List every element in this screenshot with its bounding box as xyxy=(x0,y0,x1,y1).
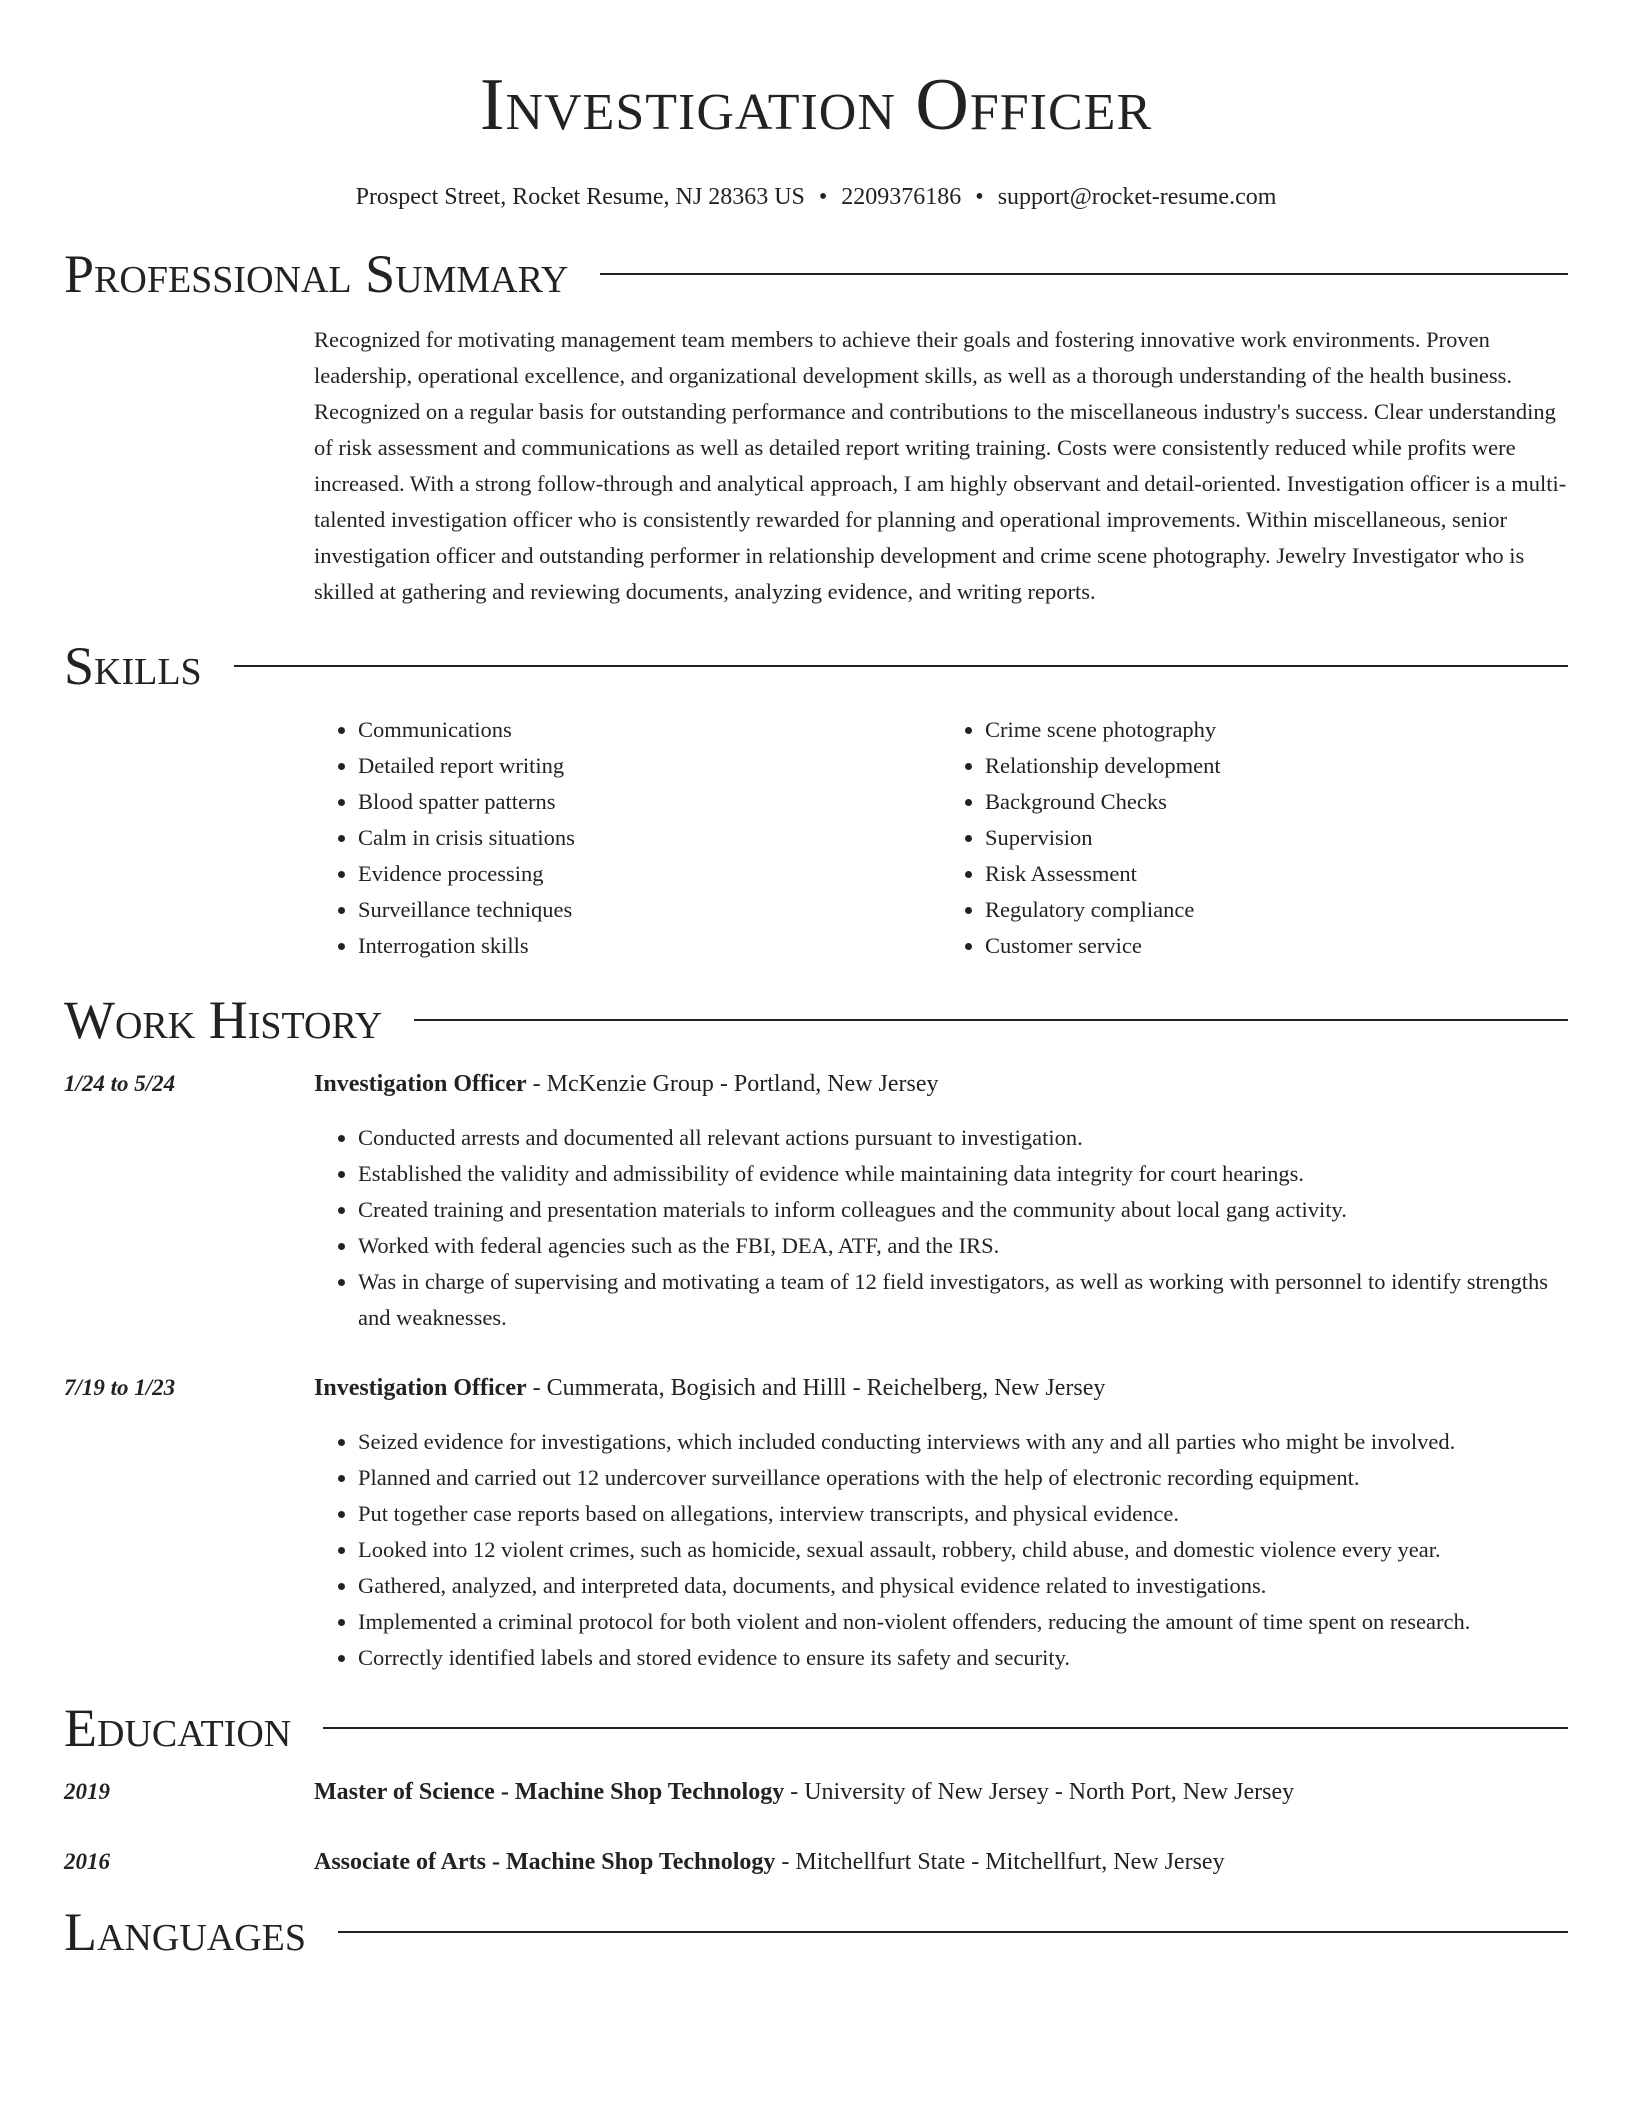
summary-section xyxy=(314,322,1568,610)
job-bullet: • Gathered, analyzed, and interpreted data, documents, and physical evidence related to investigations. xyxy=(358,1568,1568,1604)
section-title-work: Work History xyxy=(64,990,383,1050)
section-title-summary: Professional Summary xyxy=(64,244,569,304)
job-bullet: • Planned and carried out 12 undercover surveillance operations with the help of electronic recording equipment. xyxy=(358,1460,1568,1496)
section-divider xyxy=(600,273,1568,275)
job-position: Investigation Officer xyxy=(314,1071,527,1097)
skill-item: • Communications xyxy=(358,712,941,748)
languages-section-header xyxy=(64,1900,1568,1964)
contact-phone: 2209376186 xyxy=(841,184,962,210)
skills-column-right xyxy=(941,712,1568,964)
job-bullet: • Conducted arrests and documented all relevant actions pursuant to investigation. xyxy=(358,1120,1568,1156)
education-body xyxy=(314,1774,1568,1810)
education-section-header xyxy=(64,1696,1568,1760)
section-title-skills: Skills xyxy=(64,636,202,696)
skill-item: • Customer service xyxy=(985,928,1568,964)
skills-section-header xyxy=(64,634,1568,698)
skill-item: • Crime scene photography xyxy=(985,712,1568,748)
job-bullet: • Correctly identified labels and stored evidence to ensure its safety and security. xyxy=(358,1640,1568,1676)
job-title-line xyxy=(314,1066,1568,1102)
contact-address: Prospect Street, Rocket Resume, NJ 28363 US xyxy=(355,184,805,210)
job-dates: 1/24 to 5/24 xyxy=(64,1071,176,1096)
education-body xyxy=(314,1844,1568,1880)
job-dates: 7/19 to 1/23 xyxy=(64,1375,176,1400)
skill-item: • Calm in crisis situations xyxy=(358,820,941,856)
section-divider xyxy=(234,665,1568,667)
job-bullet: • Put together case reports based on allegations, interview transcripts, and physical evidence. xyxy=(358,1496,1568,1532)
contact-line xyxy=(64,182,1568,212)
skill-item: • Detailed report writing xyxy=(358,748,941,784)
job-bullet: • Looked into 12 violent crimes, such as homicide, sexual assault, robbery, child abuse, and domestic violence every year. xyxy=(358,1532,1568,1568)
job-bullet: • Implemented a criminal protocol for both violent and non-violent offenders, reducing the amount of time spent on research. xyxy=(358,1604,1568,1640)
job-bullet: • Seized evidence for investigations, which included conducting interviews with any and all parties who might be involved. xyxy=(358,1424,1568,1460)
education-degree: Master of Science - Machine Shop Technology xyxy=(314,1779,785,1805)
job-bullets xyxy=(314,1120,1568,1336)
section-divider xyxy=(323,1727,1568,1729)
job-title-line xyxy=(314,1370,1568,1406)
education-school: - Mitchellfurt State - Mitchellfurt, New Jersey xyxy=(775,1849,1225,1875)
contact-separator: • xyxy=(818,184,828,210)
skills-list xyxy=(314,712,1568,964)
skill-item: • Evidence processing xyxy=(358,856,941,892)
skill-item: • Surveillance techniques xyxy=(358,892,941,928)
section-divider xyxy=(414,1019,1568,1021)
job-bullet: • Created training and presentation materials to inform colleagues and the community about local gang activity. xyxy=(358,1192,1568,1228)
education-year: 2016 xyxy=(64,1849,110,1874)
skill-item: • Relationship development xyxy=(985,748,1568,784)
job-entry xyxy=(64,1066,1568,1336)
skill-item: • Risk Assessment xyxy=(985,856,1568,892)
job-body xyxy=(314,1066,1568,1336)
job-entry xyxy=(64,1370,1568,1676)
job-employer: - Cummerata, Bogisich and Hilll - Reichelberg, New Jersey xyxy=(526,1375,1106,1401)
contact-email: support@rocket-resume.com xyxy=(997,184,1277,210)
education-degree: Associate of Arts - Machine Shop Technology xyxy=(314,1849,776,1875)
summary-section-header xyxy=(64,242,1568,306)
job-employer: - McKenzie Group - Portland, New Jersey xyxy=(526,1071,939,1097)
skills-column-left xyxy=(314,712,941,964)
work-section-header xyxy=(64,988,1568,1052)
skill-item: • Blood spatter patterns xyxy=(358,784,941,820)
job-bullet: • Was in charge of supervising and motivating a team of 12 field investigators, as well as working with personnel to identify strengths and weaknesses. xyxy=(358,1264,1568,1336)
skill-item: • Interrogation skills xyxy=(358,928,941,964)
candidate-name: Investigation Officer xyxy=(479,64,1153,146)
job-position: Investigation Officer xyxy=(314,1375,527,1401)
education-year: 2019 xyxy=(64,1779,110,1804)
education-title-line xyxy=(314,1844,1568,1880)
job-bullet: • Established the validity and admissibility of evidence while maintaining data integrity for court hearings. xyxy=(358,1156,1568,1192)
skill-item: • Background Checks xyxy=(985,784,1568,820)
contact-separator: • xyxy=(975,184,984,210)
job-bullet: • Worked with federal agencies such as the FBI, DEA, ATF, and the IRS. xyxy=(358,1228,1568,1264)
section-divider xyxy=(338,1931,1568,1933)
job-body xyxy=(314,1370,1568,1676)
education-title-line xyxy=(314,1774,1568,1810)
section-title-languages: Languages xyxy=(64,1902,306,1962)
education-school: - University of New Jersey - North Port, New Jersey xyxy=(784,1779,1295,1805)
skill-item: • Supervision xyxy=(985,820,1568,856)
section-title-education: Education xyxy=(64,1698,292,1758)
skill-item: • Regulatory compliance xyxy=(985,892,1568,928)
summary-text: Recognized for motivating management team members to achieve their goals and fostering innovative work environments. Proven leadership, operational excellence, and organizational development skills, as well as a thorough understanding of the health business. Recognized on a regular basis for outstanding performance and contributions to the miscellaneous industry's success. Clear understanding of risk assessment and communications as well as detailed report writing training. Costs were consistently reduced while profits were increased. With a strong follow-through and analytical approach, I am highly observant and detail-oriented. Investigation officer is a multi-talented investigation officer who is consistently rewarded for planning and operational improvements. Within miscellaneous, senior investigation officer and outstanding performer in relationship development and crime scene photography. Jewelry Investigator who is skilled at gathering and reviewing documents, analyzing evidence, and writing reports. xyxy=(314,327,1567,604)
resume-page xyxy=(64,0,1568,1964)
job-bullets xyxy=(314,1424,1568,1676)
education-entry xyxy=(64,1774,1568,1810)
education-entry xyxy=(64,1844,1568,1880)
